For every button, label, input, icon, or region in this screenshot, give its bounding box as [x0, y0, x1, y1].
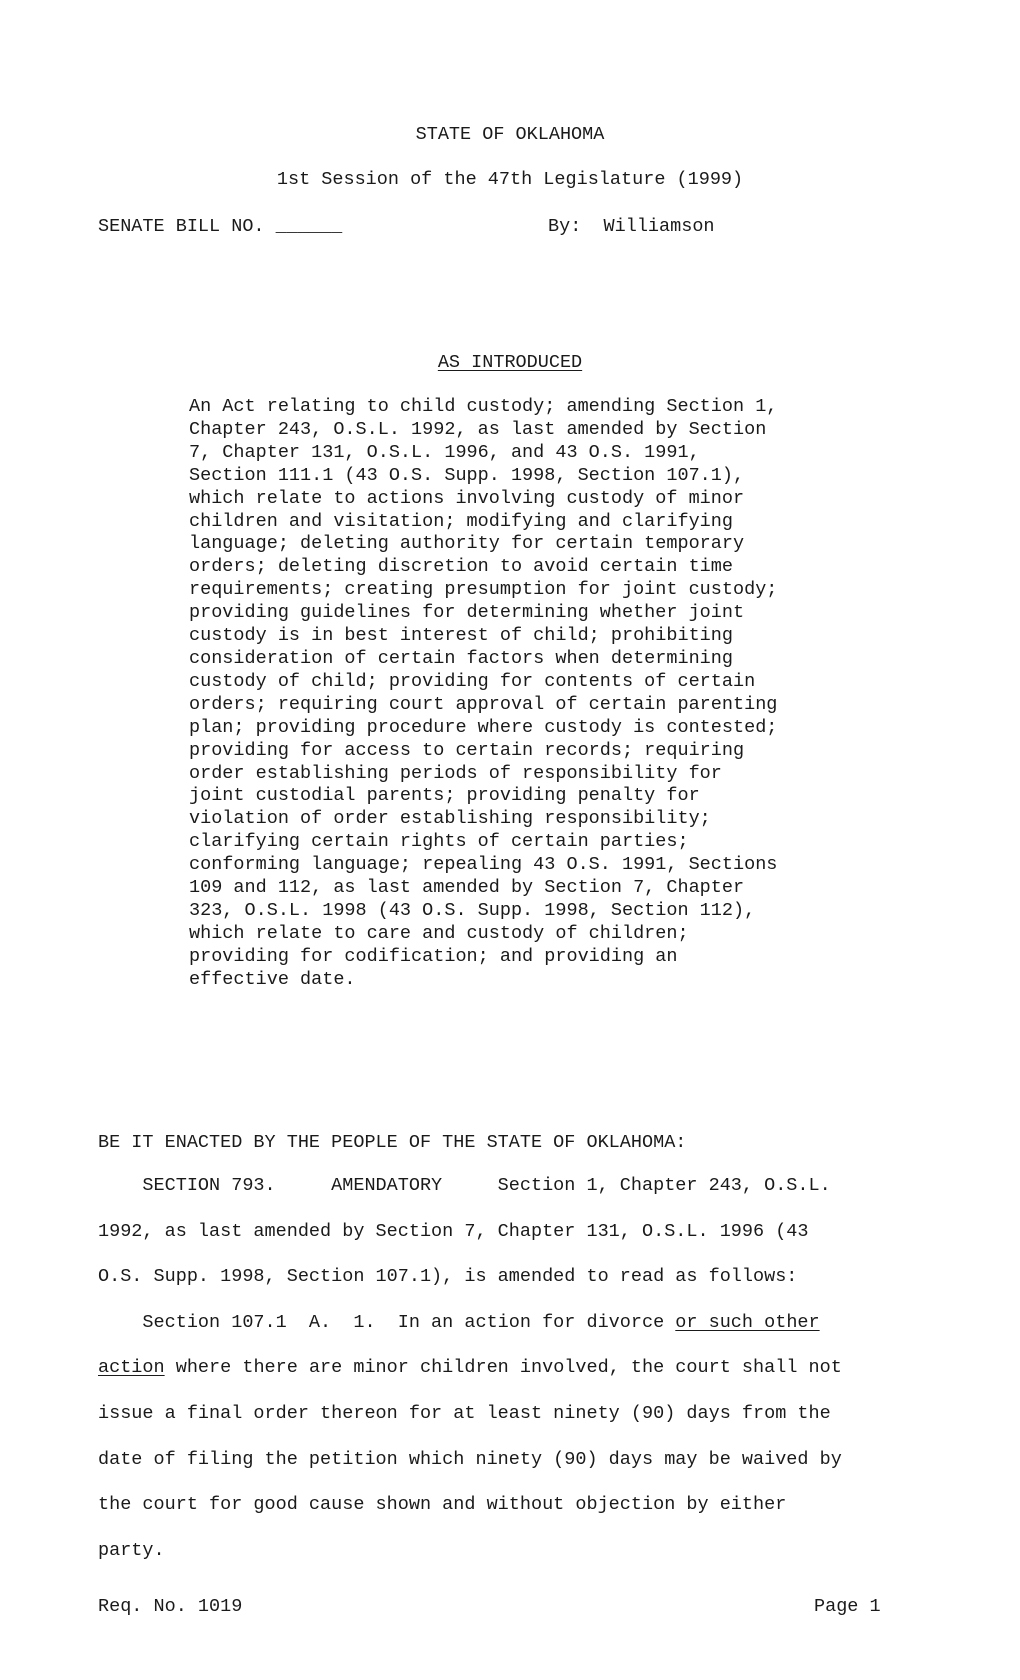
abstract-line: Chapter 243, O.S.L. 1992, as last amended by Section — [189, 418, 767, 440]
bill-body — [98, 1163, 958, 1573]
state-heading: STATE OF OKLAHOMA — [415, 124, 605, 145]
abstract-line: which relate to actions involving custody of minor — [189, 487, 745, 509]
request-number: Req. No. 1019 — [98, 1596, 243, 1617]
abstract-line: order establishing periods of responsibility for — [189, 762, 722, 784]
body-line: SECTION 793. AMENDATORY Section 1, Chapter 243, O.S.L. — [98, 1175, 831, 1196]
abstract-line: orders; requiring court approval of certain parenting — [189, 693, 778, 715]
body-line — [98, 1300, 958, 1346]
body-line: 1992, as last amended by Section 7, Chapter 131, O.S.L. 1996 (43 — [98, 1220, 809, 1242]
abstract-line: requirements; creating presumption for joint custody; — [189, 579, 778, 601]
abstract-line: providing guidelines for determining whether joint — [189, 602, 745, 624]
abstract-line: clarifying certain rights of certain parties; — [189, 831, 689, 853]
body-text-segment: where there are minor children involved, the court shall not — [164, 1357, 842, 1379]
abstract-line: joint custodial parents; providing penalty for — [189, 785, 700, 807]
enacting-clause: BE IT ENACTED BY THE PEOPLE OF THE STATE OF OKLAHOMA: — [98, 1132, 687, 1153]
bill-author: By: Williamson — [548, 216, 715, 237]
body-line: issue a final order thereon for at least ninety (90) days from the — [98, 1402, 831, 1424]
inserted-text: action — [98, 1357, 165, 1379]
abstract-line: 7, Chapter 131, O.S.L. 1996, and 43 O.S. 1991, — [189, 441, 700, 463]
body-line: party. — [98, 1539, 165, 1561]
abstract-line: language; deleting authority for certain temporary — [189, 533, 745, 555]
abstract-line: consideration of certain factors when determining — [189, 647, 733, 669]
abstract-line: 109 and 112, as last amended by Section 7, Chapter — [189, 877, 745, 899]
bill-number: SENATE BILL NO. ______ — [98, 216, 343, 237]
abstract-line: custody of child; providing for contents of certain — [189, 670, 756, 692]
abstract-line: effective date. — [189, 968, 356, 990]
abstract-line: Section 111.1 (43 O.S. Supp. 1998, Section 107.1), — [189, 464, 745, 486]
abstract-line: conforming language; repealing 43 O.S. 1991, Sections — [189, 854, 778, 876]
body-line: the court for good cause shown and without objection by either — [98, 1494, 787, 1516]
abstract-line: violation of order establishing responsibility; — [189, 808, 711, 830]
abstract-line: orders; deleting discretion to avoid certain time — [189, 556, 733, 578]
body-line: O.S. Supp. 1998, Section 107.1), is amended to read as follows: — [98, 1266, 798, 1288]
body-line: date of filing the petition which ninety (90) days may be waived by — [98, 1448, 842, 1470]
session-heading: 1st Session of the 47th Legislature (1999) — [276, 169, 744, 190]
status-heading: AS INTRODUCED — [437, 352, 583, 373]
bill-abstract — [189, 396, 889, 992]
body-text-segment: Section 107.1 A. 1. In an action for divorce — [98, 1311, 676, 1333]
abstract-line: providing for access to certain records; requiring — [189, 739, 745, 761]
abstract-line: An Act relating to child custody; amending Section 1, — [189, 396, 778, 417]
inserted-text: or such other — [675, 1311, 820, 1333]
abstract-line: which relate to care and custody of children; — [189, 922, 689, 944]
abstract-line: plan; providing procedure where custody is contested; — [189, 716, 778, 738]
abstract-line: custody is in best interest of child; prohibiting — [189, 625, 733, 647]
body-line — [98, 1345, 958, 1391]
abstract-line: children and visitation; modifying and clarifying — [189, 510, 733, 532]
page-number: Page 1 — [814, 1596, 881, 1617]
abstract-line: 323, O.S.L. 1998 (43 O.S. Supp. 1998, Section 112), — [189, 899, 756, 921]
abstract-line: providing for codification; and providing an — [189, 945, 678, 967]
